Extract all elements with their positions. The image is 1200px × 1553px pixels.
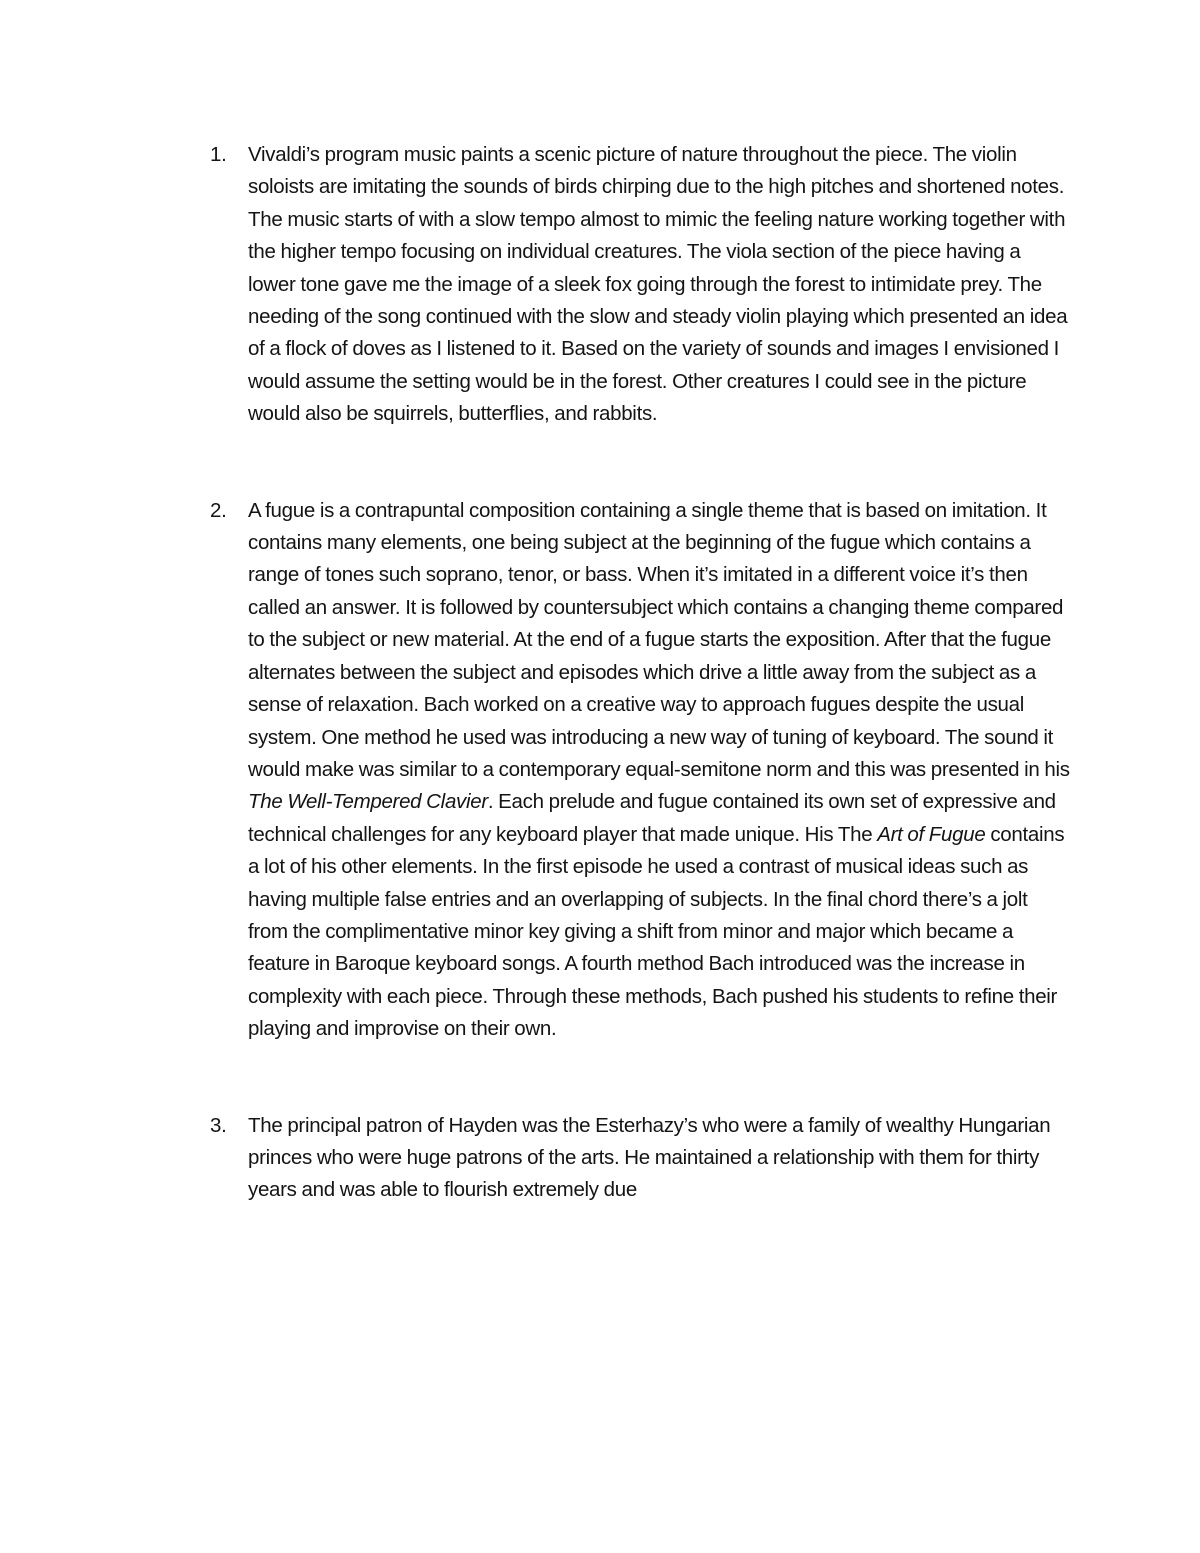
list-item-3 [210,1110,1070,1207]
list-item-1 [210,139,1070,431]
paragraph-hayden: The principal patron of Hayden was the Esterhazy’s who were a family of wealthy Hungarian princes who were huge patrons of the arts. He maintained a relationship with them for thirty years and was able to flourish extremely due [248,1113,1051,1202]
list-number: 1. [210,143,227,166]
list-item-2 [210,495,1070,1046]
numbered-list [210,139,1070,1207]
list-number: 2. [210,498,227,522]
italic-title-well-tempered-clavier: The Well-Tempered Clavier [248,790,488,814]
text-run: contains a lot of his other elements. In the first episode he used a contrast of musical ideas such as having multiple false entries and an overlapping of subjects. In the final chord there’s a jolt from the complimentative minor key giving a shift from minor and major which became a feature in Baroque keyboard songs. A fourth method Bach introduced was the increase in complexity with each piece. Through these methods, Bach pushed his students to refine their playing and improvise on their own. [248,822,1065,1041]
paragraph-vivaldi: Vivaldi’s program music paints a scenic picture of nature throughout the piece. The violin soloists are imitating the sounds of birds chirping due to the high pitches and shortened notes. The music starts of with a slow tempo almost to mimic the feeling nature working together with the higher tempo focusing on individual creatures. The viola section of the piece having a lower tone gave me the image of a sleek fox going through the forest to intimidate prey. The needing of the song continued with the slow and steady violin playing which presented an idea of a flock of doves as I listened to it. Based on the variety of sounds and images I envisioned I would assume the setting would be in the forest. Other creatures I could see in the picture would also be squirrels, butterflies, and rabbits. [248,143,1068,426]
text-run: A fugue is a contrapuntal composition containing a single theme that is based on imitation. It contains many elements, one being subject at the beginning of the fugue which contains a range of tones such soprano, tenor, or bass. When it’s imitated in a different voice it’s then called an answer. It is followed by countersubject which contains a changing theme compared to the subject or new material. At the end of a fugue starts the exposition. After that the fugue alternates between the subject and episodes which drive a little away from the subject as a sense of relaxation. Bach worked on a creative way to approach fugues despite the usual system. One method he used was introducing a new way of tuning of keyboard. The sound it would make was similar to a contemporary equal-semitone norm and this was presented in his [248,498,1070,781]
paragraph-fugue [248,495,1070,1046]
italic-title-art-of-fugue: Art of Fugue [877,822,986,846]
text-run: . Each prelude and fugue contained its own set of expressive and technical challenges for any keyboard player that made unique. His The [248,790,1056,846]
list-number: 3. [210,1113,227,1137]
